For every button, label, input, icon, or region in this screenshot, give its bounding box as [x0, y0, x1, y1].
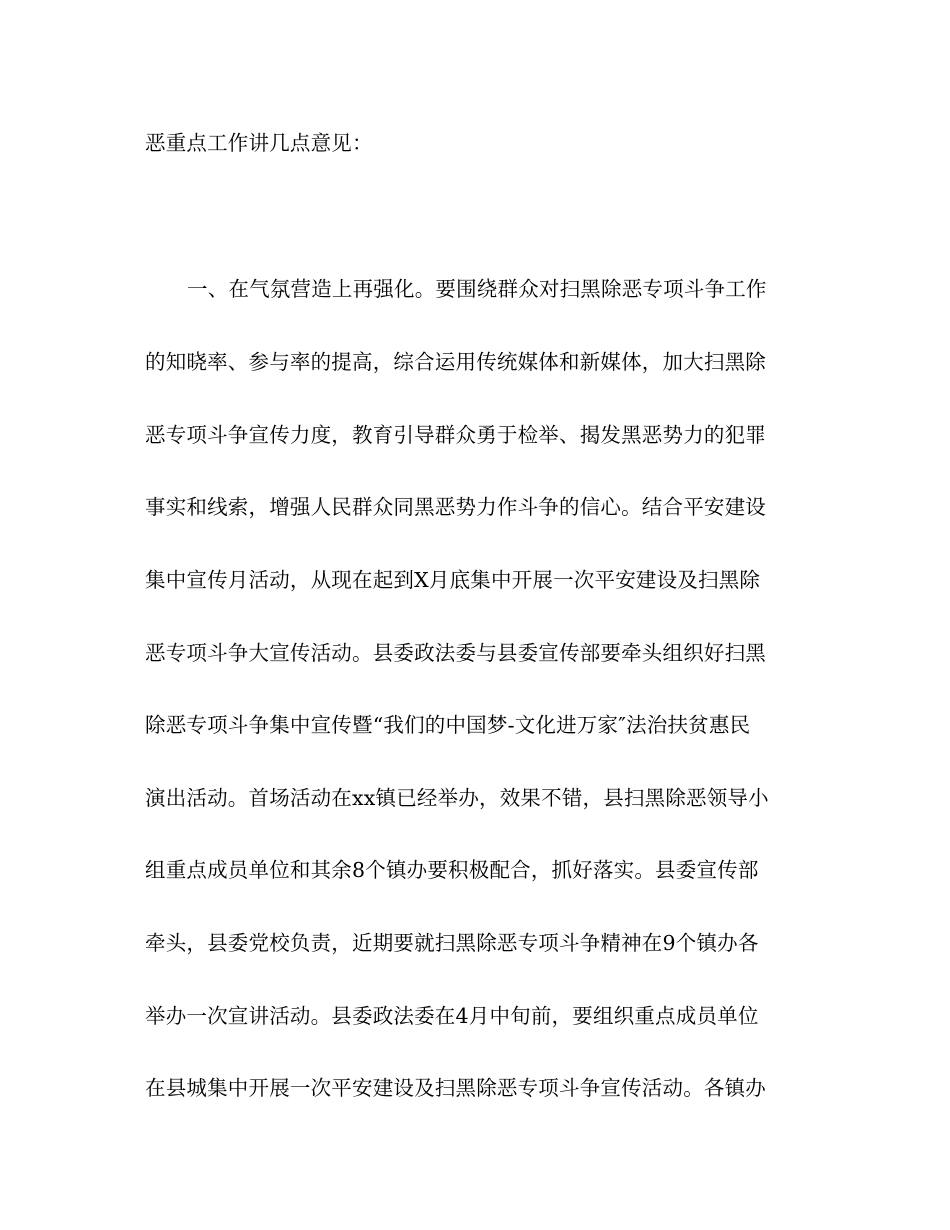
text-line-13: 在县城集中开展一次平安建设及扫黑除恶专项斗争宣传活动。各镇办: [145, 1076, 766, 1100]
text-line-6: 集中宣传月活动，从现在起到X月底集中开展一次平安建设及扫黑除: [145, 568, 761, 592]
text-line-5: 事实和线索，增强人民群众同黑恶势力作斗争的信心。结合平安建设: [145, 495, 766, 519]
paragraph-first-line: 一、在气氛营造上再强化。要围绕群众对扫黑除恶专项斗争工作: [187, 277, 767, 301]
text-line-12: 举办一次宣讲活动。县委政法委在4月中旬前，要组织重点成员单位: [145, 1004, 759, 1028]
text-line-9: 演出活动。首场活动在xx镇已经举办，效果不错，县扫黑除恶领导小: [145, 786, 769, 810]
text-line-1: 恶重点工作讲几点意见：: [145, 131, 373, 155]
text-line-11: 牵头，县委党校负责，近期要就扫黑除恶专项斗争精神在9个镇办各: [145, 931, 759, 955]
text-line-8: 除恶专项斗争集中宣传暨“我们的中国梦-文化进万家″法治扶贫惠民: [145, 713, 751, 737]
text-line-3: 的知晓率、参与率的提高，综合运用传统媒体和新媒体，加大扫黑除: [145, 350, 766, 374]
text-line-10: 组重点成员单位和其余8个镇办要积极配合，抓好落实。县委宣传部: [145, 858, 759, 882]
text-line-7: 恶专项斗争大宣传活动。县委政法委与县委宣传部要牵头组织好扫黑: [145, 641, 766, 665]
text-line-4: 恶专项斗争宣传力度，教育引导群众勇于检举、揭发黑恶势力的犯罪: [145, 423, 766, 447]
